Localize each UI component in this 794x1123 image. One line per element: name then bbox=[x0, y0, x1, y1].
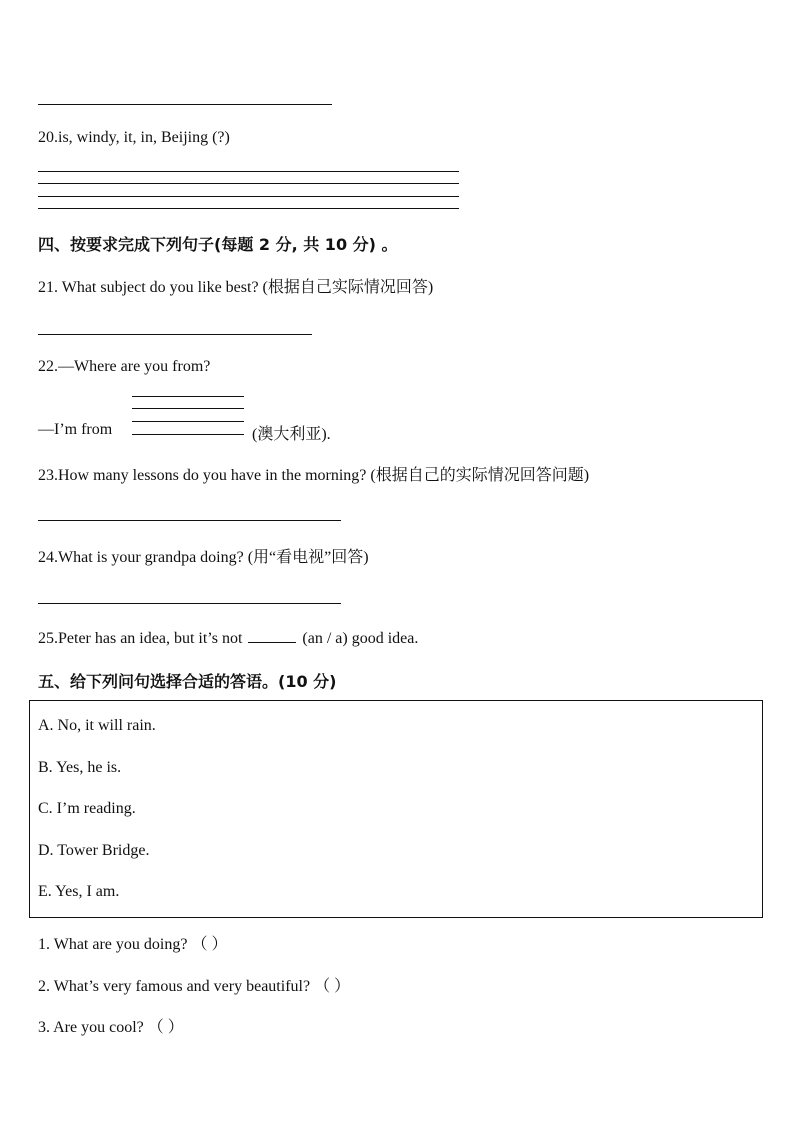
answer-line-q22-4[interactable] bbox=[132, 434, 244, 435]
answer-line-q20-3[interactable] bbox=[38, 196, 459, 197]
question-22-answer-prefix: —I’m from bbox=[38, 421, 113, 438]
answer-line-q23[interactable] bbox=[38, 520, 341, 521]
answer-line-q19[interactable] bbox=[38, 104, 332, 105]
question-25-before: 25.Peter has an idea, but it’s not bbox=[38, 630, 243, 647]
answer-line-q20-1[interactable] bbox=[38, 171, 459, 172]
match-question-1 bbox=[38, 931, 227, 954]
answer-paren-2[interactable]: （ ） bbox=[314, 978, 351, 995]
answer-paren-1[interactable]: （ ） bbox=[191, 936, 228, 953]
option-a: A. No, it will rain. bbox=[38, 717, 156, 734]
option-c: C. I’m reading. bbox=[38, 800, 136, 817]
answer-line-q20-2[interactable] bbox=[38, 183, 459, 184]
answer-line-q21[interactable] bbox=[38, 334, 312, 335]
question-25-after: (an / a) good idea. bbox=[302, 630, 419, 647]
question-22-answer-suffix: (澳大利亚). bbox=[252, 426, 331, 443]
answer-paren-3[interactable]: （ ） bbox=[147, 1019, 184, 1036]
question-24: 24.What is your grandpa doing? (用“看电视”回答) bbox=[38, 549, 369, 566]
question-21: 21. What subject do you like best? (根据自己实际情况回答) bbox=[38, 279, 434, 296]
match-question-3 bbox=[38, 1014, 184, 1037]
option-b: B. Yes, he is. bbox=[38, 759, 122, 776]
answer-line-q22-2[interactable] bbox=[132, 408, 244, 409]
match-question-2 bbox=[38, 973, 350, 996]
section-4-title: 四、按要求完成下列句子(每题 2 分, 共 10 分) 。 bbox=[38, 235, 398, 254]
question-20: 20.is, windy, it, in, Beijing (?) bbox=[38, 129, 230, 146]
match-question-2-text: 2. What’s very famous and very beautiful? bbox=[38, 978, 311, 995]
answer-line-q20-4[interactable] bbox=[38, 208, 459, 209]
answer-blank-q25[interactable] bbox=[248, 628, 296, 643]
question-25 bbox=[38, 628, 418, 648]
section-5-title: 五、给下列问句选择合适的答语。(10 分) bbox=[38, 672, 337, 691]
answer-line-q24[interactable] bbox=[38, 603, 341, 604]
answer-line-q22-3[interactable] bbox=[132, 421, 244, 422]
option-e: E. Yes, I am. bbox=[38, 883, 120, 900]
option-d: D. Tower Bridge. bbox=[38, 842, 150, 859]
question-23: 23.How many lessons do you have in the morning? (根据自己的实际情况回答问题) bbox=[38, 467, 590, 484]
question-22: 22.—Where are you from? bbox=[38, 358, 211, 375]
answer-line-q22-1[interactable] bbox=[132, 396, 244, 397]
match-question-3-text: 3. Are you cool? bbox=[38, 1019, 144, 1036]
match-question-1-text: 1. What are you doing? bbox=[38, 936, 188, 953]
